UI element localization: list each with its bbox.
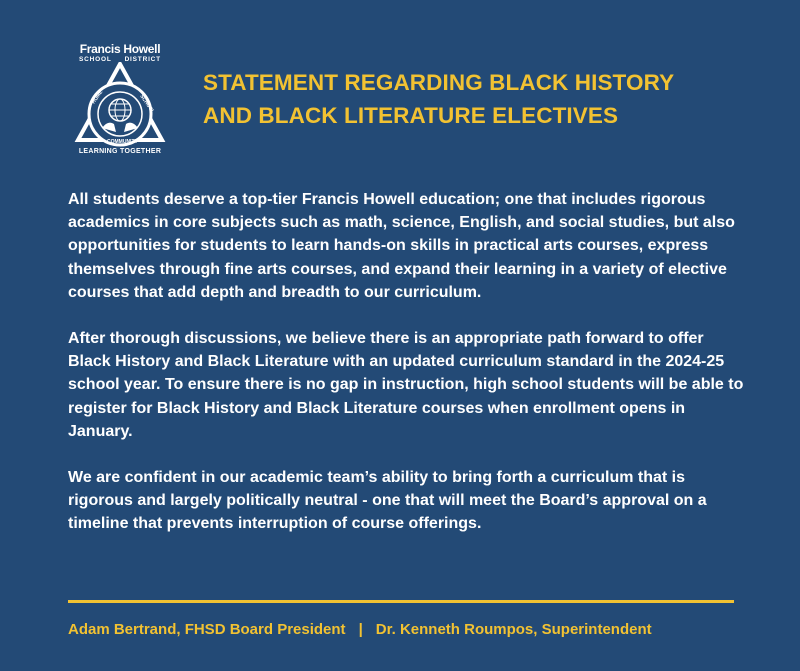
statement-body [68,188,748,559]
logo-ring-left: HOME [90,89,105,106]
paragraph-3: We are confident in our academic team’s ability to bring forth a curriculum that is rigorous and largely politically neutral - one that will meet the Board’s approval on a timeline that prevents interruption of course offerings. [68,469,707,533]
signature-line [68,621,748,638]
title-line-2: AND BLACK LITERATURE ELECTIVES [203,103,619,128]
signatory-superintendent: Dr. Kenneth Roumpos, Superintendent [375,621,652,638]
signatory-board-president: Adam Bertrand, FHSD Board President [68,621,346,638]
footer-separator: | [358,621,363,638]
title-line-1: STATEMENT REGARDING BLACK HISTORY [203,70,675,95]
divider [68,600,734,603]
paragraph-2: After thorough discussions, we believe there is an appropriate path forward to offer Black History and Black Literature with an updated curriculum standard in the 2024-25 school year. To ensure there is no gap in instruction, high school students will be able to register for Black History and Black Literature courses when enrollment opens in January. [68,330,744,440]
logo-emblem-icon [72,62,168,150]
logo-district: SCHOOL DISTRICT [79,56,161,63]
logo-name: Francis Howell [79,42,161,56]
logo-tagline: LEARNING TOGETHER [78,148,162,155]
district-logo [66,38,174,162]
page-title [203,66,763,132]
logo-ring-bottom: COMMUNITY [107,139,138,145]
logo-ring-right: SCHOOL [138,93,156,115]
paragraph-1: All students deserve a top-tier Francis Howell education; one that includes rigorous academics in core subjects such as math, science, English, and social studies, but also opportunities for students to learn hands-on skills in practical arts courses, express themselves through fine arts courses, and expand their learning in a variety of elective courses that add depth and breadth to our curriculum. [68,191,735,301]
